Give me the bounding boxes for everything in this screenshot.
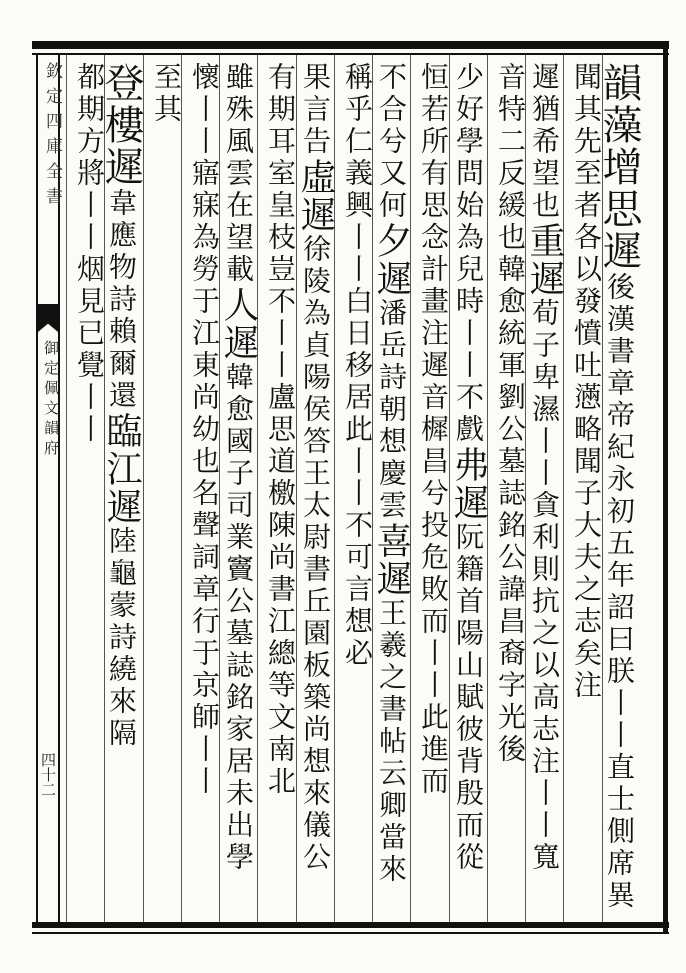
text-column (295, 62, 336, 874)
body-text: 至其 (150, 62, 183, 126)
body-text: 烟見已覺丨丨 (73, 254, 106, 446)
text-column (490, 62, 527, 766)
column-divider (257, 55, 258, 922)
entry-heading: 重遲 (524, 222, 565, 298)
body-text: 韓愈國子司業竇公墓誌銘家居未出學 (222, 362, 255, 874)
body-text: 緩也韓愈統軍劉公墓誌銘公諱昌裔字光後 (494, 190, 527, 766)
text-column (69, 62, 106, 446)
text-column (371, 62, 412, 886)
book-title: 御定佩文韻府 (42, 340, 60, 460)
bottom-border-rule (32, 922, 669, 928)
library-title: 欽定四庫全書 (42, 62, 62, 212)
text-column (524, 62, 565, 874)
text-column (566, 62, 603, 702)
entry-heading: 夕遲 (371, 222, 412, 298)
text-column (596, 62, 642, 912)
body-text: 懷丨丨寤寐為勞 (188, 62, 221, 286)
entry-heading: 弗遲 (448, 446, 489, 522)
body-text: 韋應物詩賴爾還 (105, 188, 138, 412)
top-border-thin-rule (32, 53, 669, 55)
body-text: 王羲之書帖云卿當來 (375, 598, 408, 886)
entry-heading: 韻藻增思遲 (596, 62, 642, 272)
text-column (260, 62, 297, 798)
entry-heading: 虛遲 (295, 158, 336, 234)
body-text: 居此丨丨不可言想必 (341, 382, 374, 670)
body-text: 陸龜蒙詩繞來隔 (105, 526, 138, 750)
body-text: 不合兮又何 (375, 62, 408, 222)
body-text: 聞其先至者各以發憤吐懣略聞子大夫之志矣注 (570, 62, 603, 702)
body-text: 稱乎仁義 (341, 62, 374, 190)
column-divider (410, 55, 411, 922)
body-text: 室皇枝豈不丨丨盧思道檄陳尚書江總等文南北 (264, 158, 297, 798)
body-text: 雖殊風雲在望載 (222, 62, 255, 286)
body-text: 荀子卑濕丨丨貪利則抗之以高志注丨丨寬 (528, 298, 561, 874)
right-border-rule (663, 41, 668, 934)
text-column (146, 62, 183, 126)
entry-heading: 臨江遲 (101, 412, 142, 526)
page-number: 四十二 (39, 752, 57, 797)
body-text: 果言告 (299, 62, 332, 158)
body-text: 都期方將丨丨 (73, 62, 106, 254)
body-text: 恒若所有思念計畫注遲音樨 (417, 62, 450, 446)
text-column (184, 62, 221, 798)
text-column (218, 62, 259, 874)
body-text: 徐陵為貞陽侯答王太尉書丘園板築尚想來儀公 (299, 234, 332, 874)
top-border-rule (32, 41, 669, 49)
entry-heading: 喜遲 (371, 522, 412, 598)
column-divider (563, 55, 564, 922)
body-text: 潘岳詩朝想慶雲 (375, 298, 408, 522)
column-divider (66, 55, 67, 922)
bottom-border-thin-rule (32, 932, 669, 934)
text-column (337, 62, 374, 670)
body-text: 阮籍首陽山賦彼背殷而從 (452, 522, 485, 874)
entry-heading: 登樓遲 (98, 62, 144, 188)
entry-heading: 人遲 (218, 286, 259, 362)
fishtail-mark-icon (38, 304, 58, 332)
body-text: 遲猶希望也 (528, 62, 561, 222)
text-column (413, 62, 450, 798)
body-text: 興丨丨白日移 (341, 190, 374, 382)
body-text: 于江東尚幼也名聲詞章行于京師丨丨 (188, 286, 221, 798)
column-divider (181, 55, 182, 922)
text-column (98, 62, 144, 750)
text-column (448, 62, 489, 874)
body-text: 有期耳 (264, 62, 297, 158)
body-text: 音特二反 (494, 62, 527, 190)
body-text: 少好學問始為兒時丨丨不戲 (452, 62, 485, 446)
body-text: 後漢書章帝紀永初五年詔曰朕丨丨直士側席異 (603, 272, 636, 912)
body-text: 昌兮投危敗而丨丨此進而 (417, 446, 450, 798)
